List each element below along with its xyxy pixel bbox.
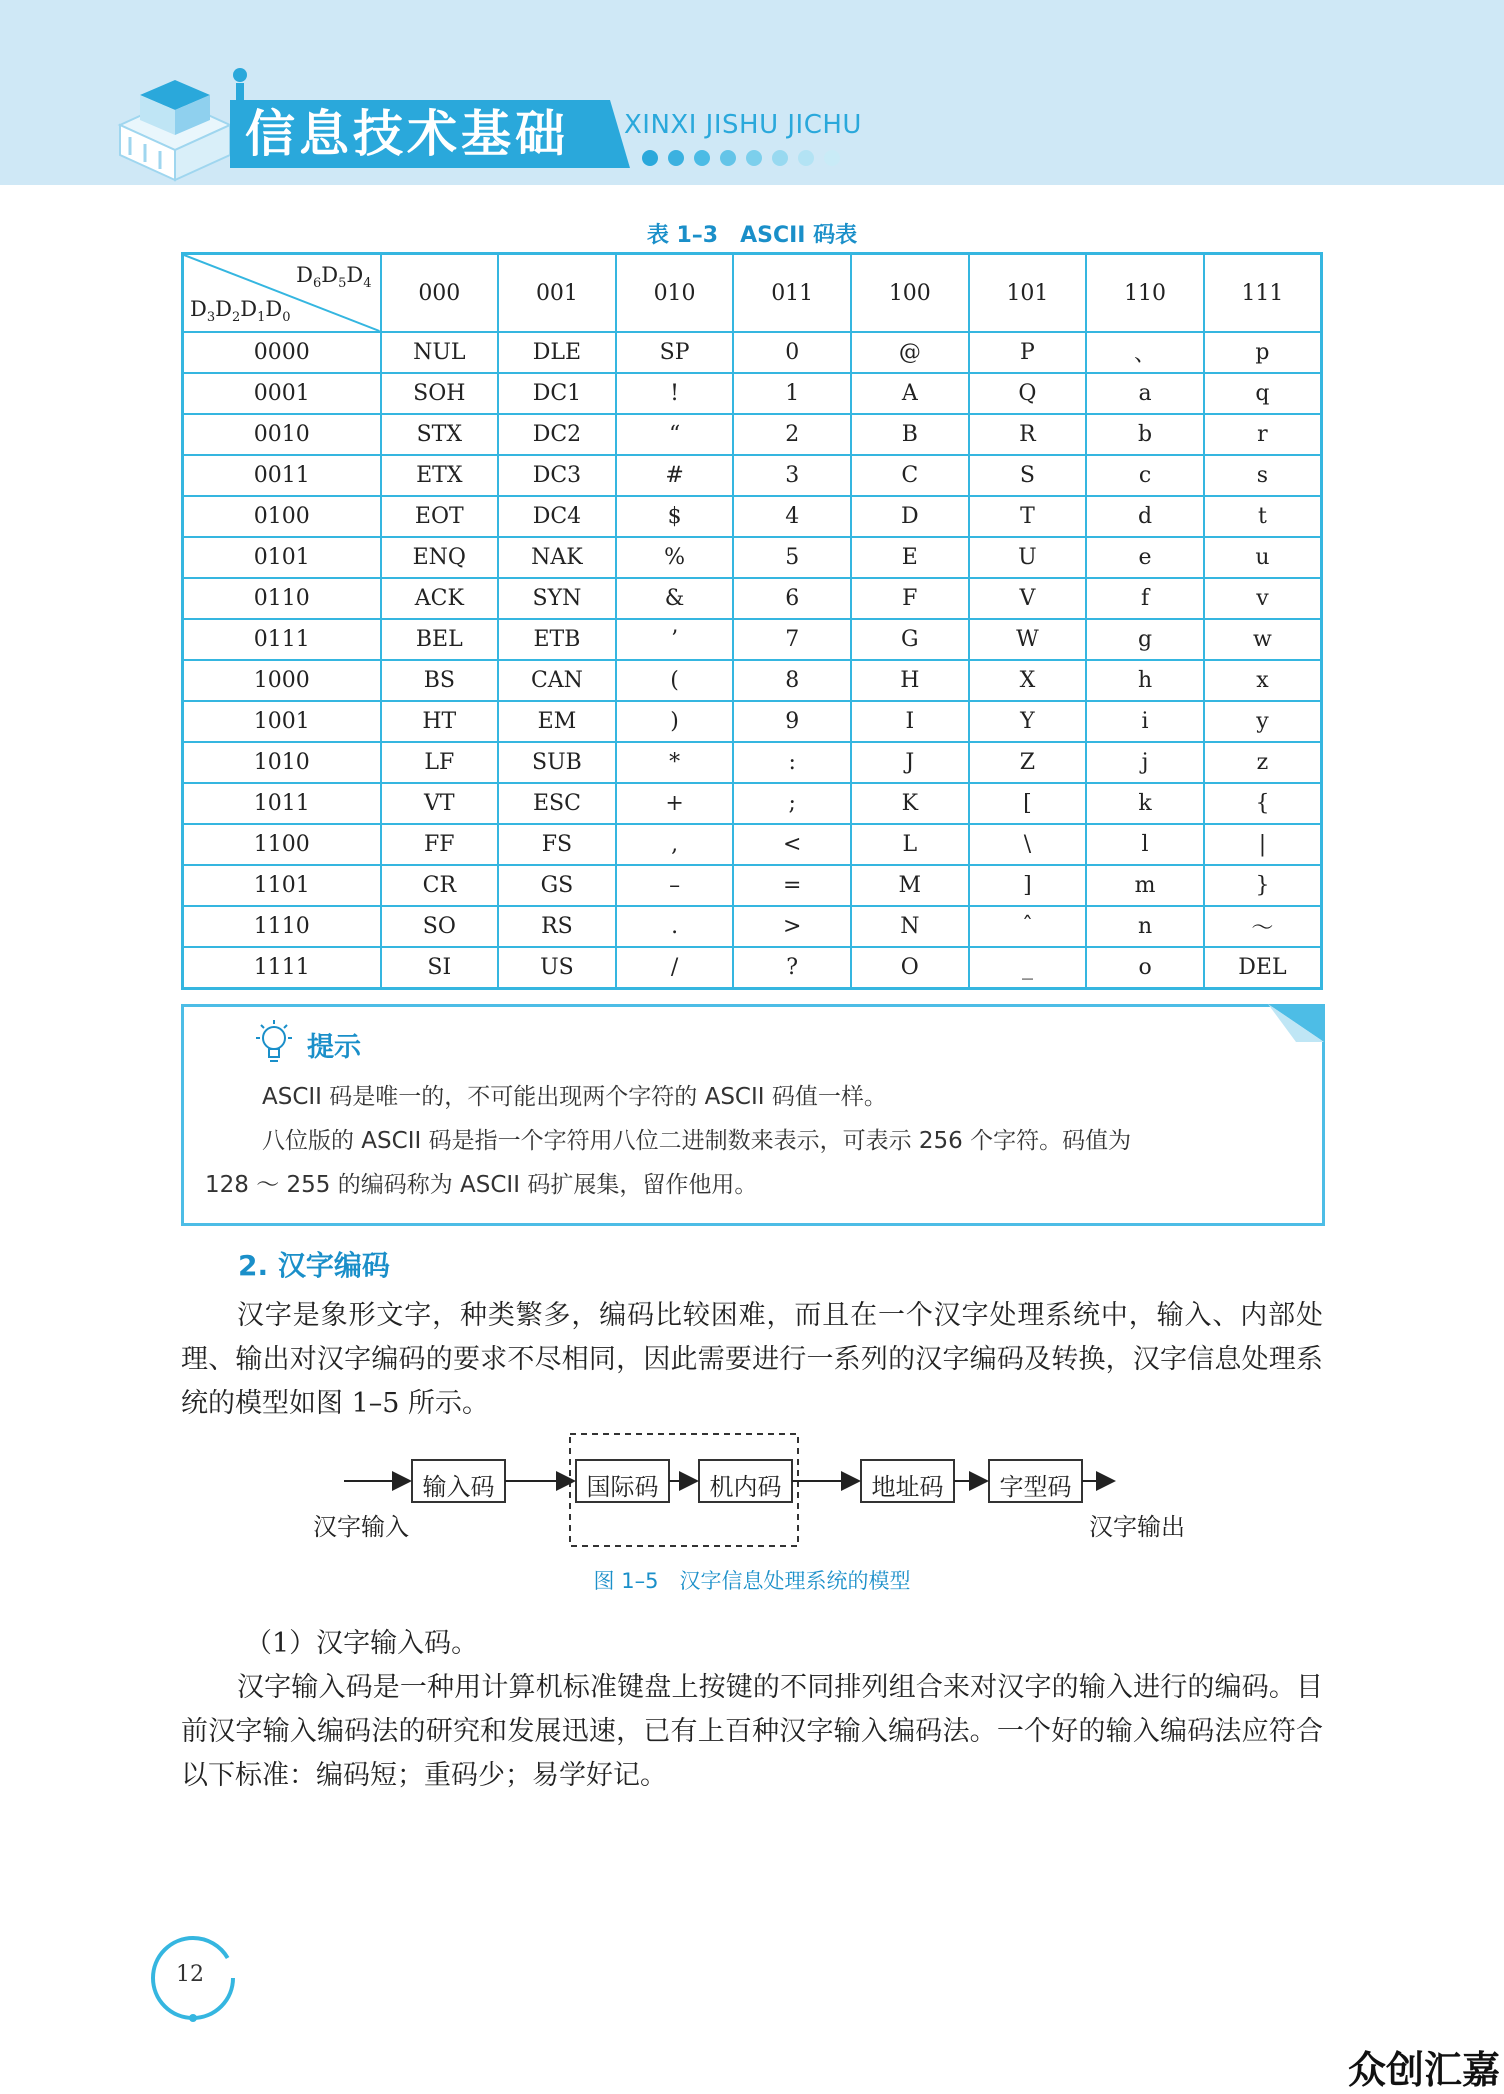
table-cell: 5 [733,537,851,578]
table-row [183,865,1322,906]
corner-low-bits: $D_3D_2D_1D_0$ [190,296,291,325]
table-cell: K [851,783,969,824]
figure-caption: 图 1–5 汉字信息处理系统的模型 [593,1569,911,1593]
table-cell: / [616,947,734,989]
row-header-cell: 0111 [183,619,381,660]
table-cell: , [616,824,734,865]
header-subtitle: XINXI JISHU JICHU [624,110,862,140]
table-cell: ENQ [381,537,499,578]
row-header-cell: 0011 [183,455,381,496]
table-cell: NUL [381,332,499,373]
table-cell: C [851,455,969,496]
table-cell: N [851,906,969,947]
table-cell: J [851,742,969,783]
table-cell: m [1086,865,1204,906]
table-cell: BEL [381,619,499,660]
table-row [183,947,1322,989]
table-row [183,578,1322,619]
table-cell: I [851,701,969,742]
table-cell: o [1086,947,1204,989]
table-row [183,619,1322,660]
table-cell: w [1204,619,1322,660]
table-cell: l [1086,824,1204,865]
table-cell: STX [381,414,499,455]
table-cell: ! [616,373,734,414]
table-cell: | [1204,824,1322,865]
row-header-cell: 0110 [183,578,381,619]
row-header-cell: 0001 [183,373,381,414]
table-cell: ) [616,701,734,742]
lightbulb-icon [252,1018,296,1070]
table-cell: ETB [498,619,616,660]
decorative-dot [720,150,736,166]
table-cell: ˆ [969,906,1087,947]
table-cell: * [616,742,734,783]
table-cell: [ [969,783,1087,824]
table-cell: p [1204,332,1322,373]
table-cell: d [1086,496,1204,537]
watermark: 众创汇嘉 [1347,2048,1500,2092]
table-cell: P [969,332,1087,373]
table-row [183,414,1322,455]
output-label: 汉字输出 [1089,1513,1185,1541]
table-cell: SO [381,906,499,947]
table-cell: i [1086,701,1204,742]
table-cell: GS [498,865,616,906]
table-cell: DC4 [498,496,616,537]
table-cell: ACK [381,578,499,619]
table-cell: v [1204,578,1322,619]
table-corner-cell [183,254,381,333]
node-input-code: 输入码 [422,1473,495,1501]
decorative-dot [772,150,788,166]
table-cell: x [1204,660,1322,701]
subsection-paragraph: 汉字输入码是一种用计算机标准键盘上按键的不同排列组合来对汉字的输入进行的编码。目前汉字输入编码法的研究和发展迅速，已有上百种汉字输入编码法。一个好的输入编码法应符合以下标准：编码短；重码少；易学好记。 [181,1672,1323,1791]
table-row [183,660,1322,701]
table-cell: O [851,947,969,989]
tip-line-3: 128 ～ 255 的编码称为 ASCII 码扩展集，留作他用。 [205,1172,758,1198]
table-cell: 2 [733,414,851,455]
decorative-dot [642,150,658,166]
table-row [183,332,1322,373]
table-cell: 1 [733,373,851,414]
table-cell: FF [381,824,499,865]
table-cell: R [969,414,1087,455]
node-glyph-code: 字型码 [999,1473,1072,1501]
table-header-row [183,254,1322,333]
column-header: 111 [1204,254,1322,333]
table-row [183,455,1322,496]
table-cell: $ [616,496,734,537]
table-cell: A [851,373,969,414]
table-cell: SYN [498,578,616,619]
table-cell: ESC [498,783,616,824]
table-cell: DC3 [498,455,616,496]
table-cell: } [1204,865,1322,906]
table-cell: SI [381,947,499,989]
table-row [183,701,1322,742]
row-header-cell: 1100 [183,824,381,865]
table-cell: 6 [733,578,851,619]
row-header-cell: 0010 [183,414,381,455]
table-cell: SUB [498,742,616,783]
table-cell: g [1086,619,1204,660]
table-cell: ( [616,660,734,701]
column-header: 101 [969,254,1087,333]
table-cell: = [733,865,851,906]
table-cell: F [851,578,969,619]
table-cell: U [969,537,1087,578]
node-national-code: 国际码 [586,1473,659,1501]
table-cell: 、 [1086,332,1204,373]
subsection-heading: （1）汉字输入码。 [245,1628,479,1659]
table-cell: & [616,578,734,619]
table-row [183,783,1322,824]
table-cell: _ [969,947,1087,989]
table-cell: SOH [381,373,499,414]
table-cell: EM [498,701,616,742]
table-cell: 9 [733,701,851,742]
decorative-dot [668,150,684,166]
node-address-code: 地址码 [871,1473,944,1501]
row-header-cell: 0000 [183,332,381,373]
table-cell: EOT [381,496,499,537]
table-cell: s [1204,455,1322,496]
table-cell: G [851,619,969,660]
table-cell: RS [498,906,616,947]
table-cell: B [851,414,969,455]
tip-line-1: ASCII 码是唯一的，不可能出现两个字符的 ASCII 码值一样。 [262,1084,887,1110]
column-header: 100 [851,254,969,333]
column-header: 110 [1086,254,1204,333]
decorative-dot [824,150,840,166]
table-caption: 表 1–3 ASCII 码表 [646,223,858,248]
row-header-cell: 1001 [183,701,381,742]
tip-line-2: 八位版的 ASCII 码是指一个字符用八位二进制数来表示，可表示 256 个字符。码值为 [262,1128,1132,1154]
table-cell: SP [616,332,734,373]
decorative-dot [798,150,814,166]
table-cell: 8 [733,660,851,701]
table-cell: W [969,619,1087,660]
table-cell: V [969,578,1087,619]
table-cell: ’ [616,619,734,660]
section-heading: 2. 汉字编码 [238,1249,390,1282]
table-cell: Z [969,742,1087,783]
table-cell: { [1204,783,1322,824]
table-cell: CR [381,865,499,906]
table-cell: E [851,537,969,578]
table-cell: “ [616,414,734,455]
table-cell: y [1204,701,1322,742]
row-header-cell: 1111 [183,947,381,989]
table-row [183,824,1322,865]
table-row [183,742,1322,783]
table-cell: + [616,783,734,824]
table-cell: NAK [498,537,616,578]
table-cell: HT [381,701,499,742]
table-cell: 4 [733,496,851,537]
ascii-table [181,252,1323,990]
table-cell: k [1086,783,1204,824]
table-cell: H [851,660,969,701]
decorative-dot [746,150,762,166]
row-header-cell: 1010 [183,742,381,783]
building-logo-icon [100,55,250,185]
table-cell: % [616,537,734,578]
table-cell: j [1086,742,1204,783]
table-cell: 0 [733,332,851,373]
table-cell: S [969,455,1087,496]
table-cell: X [969,660,1087,701]
tip-title: 提示 [307,1032,361,1063]
table-cell: ; [733,783,851,824]
table-cell: z [1204,742,1322,783]
column-header: 010 [616,254,734,333]
row-header-cell: 1110 [183,906,381,947]
decorative-dot [694,150,710,166]
table-cell: Y [969,701,1087,742]
tip-corner-fold [1268,1004,1324,1042]
table-cell: T [969,496,1087,537]
table-cell: FS [498,824,616,865]
page-number: 12 [176,1962,204,1987]
table-cell: CAN [498,660,616,701]
table-row [183,496,1322,537]
table-cell: 7 [733,619,851,660]
table-cell: Q [969,373,1087,414]
table-cell: DEL [1204,947,1322,989]
section-paragraph: 汉字是象形文字，种类繁多，编码比较困难，而且在一个汉字处理系统中，输入、内部处理、输出对汉字编码的要求不尽相同，因此需要进行一系列的汉字编码及转换，汉字信息处理系统的模型如图 1–5 所示。 [181,1300,1323,1419]
table-cell: DC2 [498,414,616,455]
table-cell: M [851,865,969,906]
table-cell: . [616,906,734,947]
table-cell: # [616,455,734,496]
table-cell: ETX [381,455,499,496]
corner-high-bits: $D_6D_5D_4$ [296,263,372,292]
table-cell: LF [381,742,499,783]
table-cell: – [616,865,734,906]
column-header: 001 [498,254,616,333]
table-cell: L [851,824,969,865]
table-cell: q [1204,373,1322,414]
table-row [183,537,1322,578]
table-cell: f [1086,578,1204,619]
table-cell: US [498,947,616,989]
input-label: 汉字输入 [313,1513,409,1541]
table-row [183,373,1322,414]
row-header-cell: 0100 [183,496,381,537]
table-cell: D [851,496,969,537]
column-header: 000 [381,254,499,333]
table-cell: n [1086,906,1204,947]
table-cell: ? [733,947,851,989]
column-header: 011 [733,254,851,333]
row-header-cell: 1101 [183,865,381,906]
table-cell: 3 [733,455,851,496]
node-internal-code: 机内码 [709,1473,782,1501]
row-header-cell: 1011 [183,783,381,824]
header-title: 信息技术基础 [245,105,569,163]
table-cell: a [1086,373,1204,414]
table-cell: c [1086,455,1204,496]
table-cell: b [1086,414,1204,455]
table-cell: VT [381,783,499,824]
table-cell: DLE [498,332,616,373]
row-header-cell: 1000 [183,660,381,701]
table-cell: < [733,824,851,865]
table-cell: : [733,742,851,783]
table-cell: e [1086,537,1204,578]
table-cell: ] [969,865,1087,906]
table-cell: ～ [1204,906,1322,947]
table-cell: \ [969,824,1087,865]
table-cell: DC1 [498,373,616,414]
table-cell: u [1204,537,1322,578]
table-body [183,332,1322,989]
table-cell: @ [851,332,969,373]
table-cell: BS [381,660,499,701]
table-cell: r [1204,414,1322,455]
table-cell: > [733,906,851,947]
row-header-cell: 0101 [183,537,381,578]
table-row [183,906,1322,947]
table-cell: t [1204,496,1322,537]
table-cell: h [1086,660,1204,701]
